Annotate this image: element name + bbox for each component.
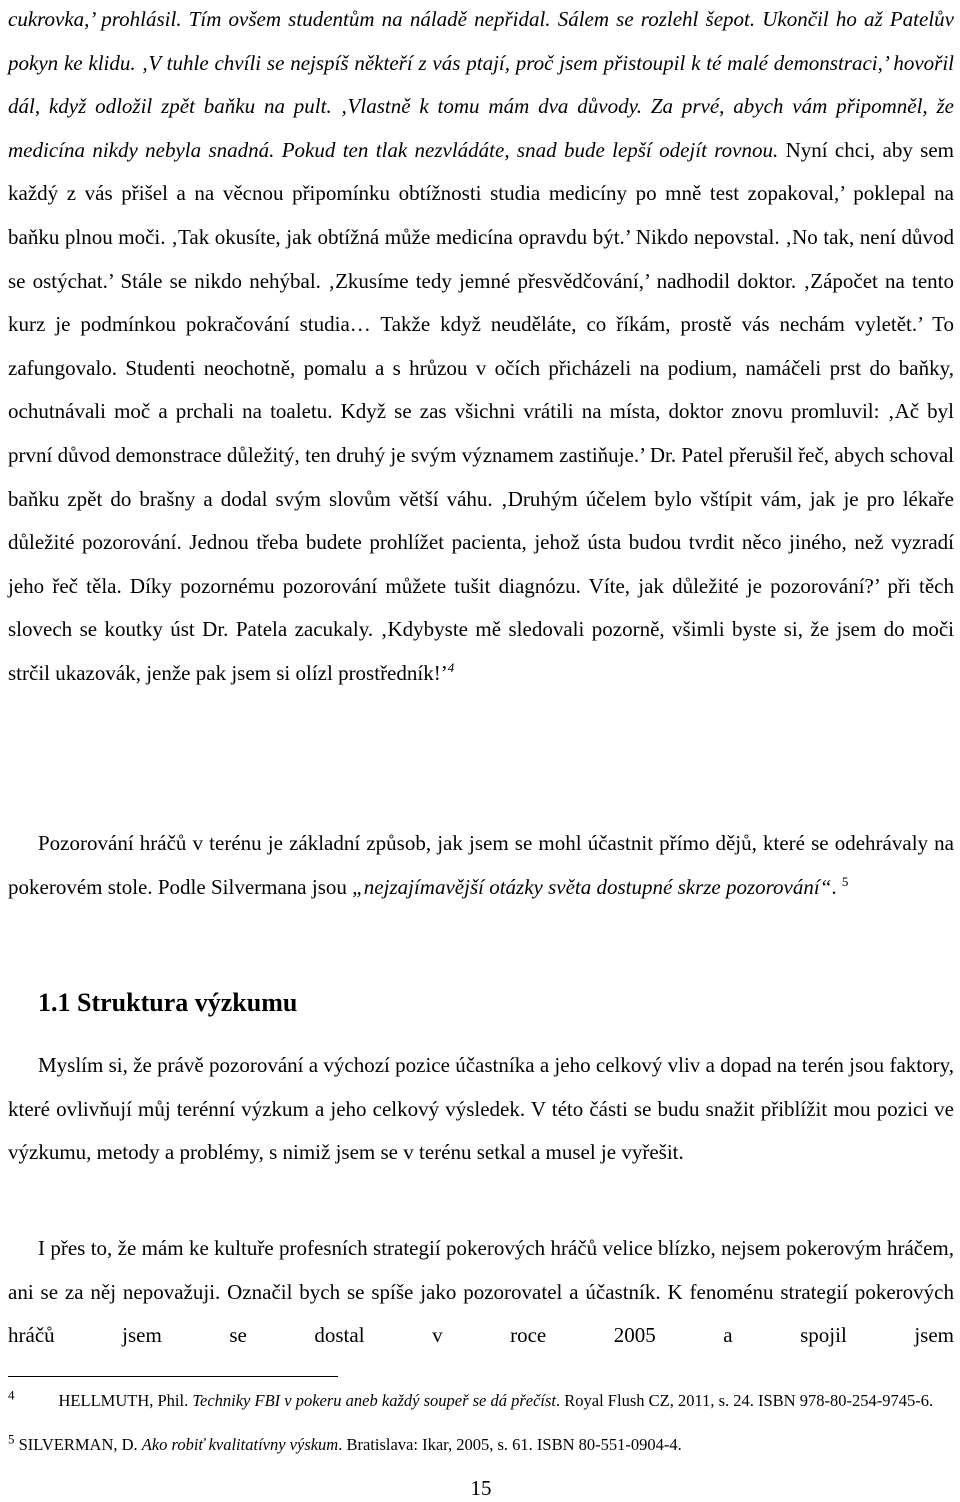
strategy-paragraph: I přes to, že mám ke kultuře profesních strategií pokerových hráčů velice blízko, nejsem pokerovým hráčem, ani se za něj nepovažuji. Označil bych se spíše jako pozorovatel a účastník. K fenoménu strategií pokerových hráčů jsem se dostal v roce 2005 a spojil jsem <box>8 1236 954 1348</box>
observation-end: . <box>831 874 837 899</box>
footnote-title: Ako robiť kvalitatívny výskum <box>141 1435 339 1454</box>
footnote-number: 4 <box>8 1387 15 1403</box>
footnote-5 <box>8 1431 954 1455</box>
footnote-4 <box>8 1387 954 1411</box>
quote-paragraph <box>8 0 954 696</box>
footnote-ref-4[interactable]: 4 <box>447 659 455 675</box>
quote-text-part1: cukrovka,’ prohlásil. Tím ovšem studentům na náladě nepřidal. Sálem se rozlehl šepot. Ukončil ho až Patelův pokyn ke klidu. ‚V tuhle chvíli se nejspíš někteří z vás ptají, proč jsem přistoupil k té malé demonstraci,’ hovořil dál, když odložil zpět baňku na pult. ‚Vlastně k tomu mám dva důvody. Za prvé, abych vám připomněl, že medicína nikdy nebyla snadná. Pokud ten tlak nezvládáte, snad bude lepší odejít rovnou. <box>8 7 954 162</box>
structure-paragraph: Myslím si, že právě pozorování a výchozí pozice účastníka a jeho celkový vliv a dopad na terén jsou faktory, které ovlivňují můj terénní výzkum a jeho celkový výsledek. V této části se budu snažit přiblížit mou pozici ve výzkumu, metody a problémy, s nimiž jsem se v terénu setkal a musel je vyřešit. <box>8 1053 954 1165</box>
footnote-divider <box>8 1376 338 1377</box>
observation-text: Pozorování hráčů v terénu je základní způsob, jak jsem se mohl účastnit přímo dějů, které se odehrávaly na pokerovém stole. Podle Silvermana jsou <box>8 831 954 899</box>
footnote-ref-5[interactable]: 5 <box>841 873 849 889</box>
footnote-number: 5 <box>8 1431 15 1447</box>
page-number: 15 <box>470 1476 492 1500</box>
footnote-details: . Royal Flush CZ, 2011, s. 24. ISBN 978-80-254-9745-6. <box>556 1391 934 1410</box>
quote-text-part2: Nyní chci, aby sem každý z vás přišel a na věcnou připomínku obtížnosti studia medicíny po mně test zopakoval,’ poklepal na baňku plnou moči. ‚Tak okusíte, jak obtížná může medicína opravdu být.’ Nikdo nepovstal. ‚No tak, není důvod se ostýchat.’ Stále se nikdo nehýbal. ‚Zkusíme tedy jemné přesvědčování,’ nadhodil doktor. ‚Zápočet na tento kurz je podmínkou pokračování studia… Takže když neuděláte, co říkám, prostě vás nechám vyletět.’ To zafungovalo. Studenti neochotně, pomalu a s hrůzou v očích přicházeli na podium, namáčeli prst do baňky, ochutnávali moč a prchali na toaletu. Když se zas všichni vrátili na místa, doktor znovu promluvil: ‚Ač byl první důvod demonstrace důležitý, ten druhý je svým významem zastiňuje.’ Dr. Patel přerušil řeč, abych schoval baňku zpět do brašny a dodal svým slovům větší váhu. ‚Druhým účelem bylo vštípit vám, jak je pro lékaře důležité pozorování. Jednou třeba budete prohlížet pacienta, jehož ústa budou tvrdit něco jiného, než vyzradí jeho řeč těla. Díky pozornému pozorování můžete tušit diagnózu. Víte, jak důležité je pozorování?’ při těch slovech se koutky úst Dr. Patela zacukaly. ‚Kdybyste mě sledovali pozorně, všimli byste si, že jsem do moči strčil ukazovák, jenže pak jsem si olízl prostředník!’ <box>8 137 954 685</box>
footnote-title: Techniky FBI v pokeru aneb každý soupeř se dá přečíst <box>192 1391 557 1410</box>
observation-paragraph <box>8 822 954 909</box>
footnote-details: . Bratislava: Ikar, 2005, s. 61. ISBN 80-551-0904-4. <box>338 1435 682 1454</box>
footnote-author: SILVERMAN, D. <box>18 1435 138 1454</box>
footnote-author: HELLMUTH, Phil. <box>58 1391 189 1410</box>
observation-quote: „nejzajímavější otázky světa dostupné skrze pozorování“ <box>352 874 832 899</box>
section-heading: 1.1 Struktura výzkumu <box>38 988 298 1017</box>
